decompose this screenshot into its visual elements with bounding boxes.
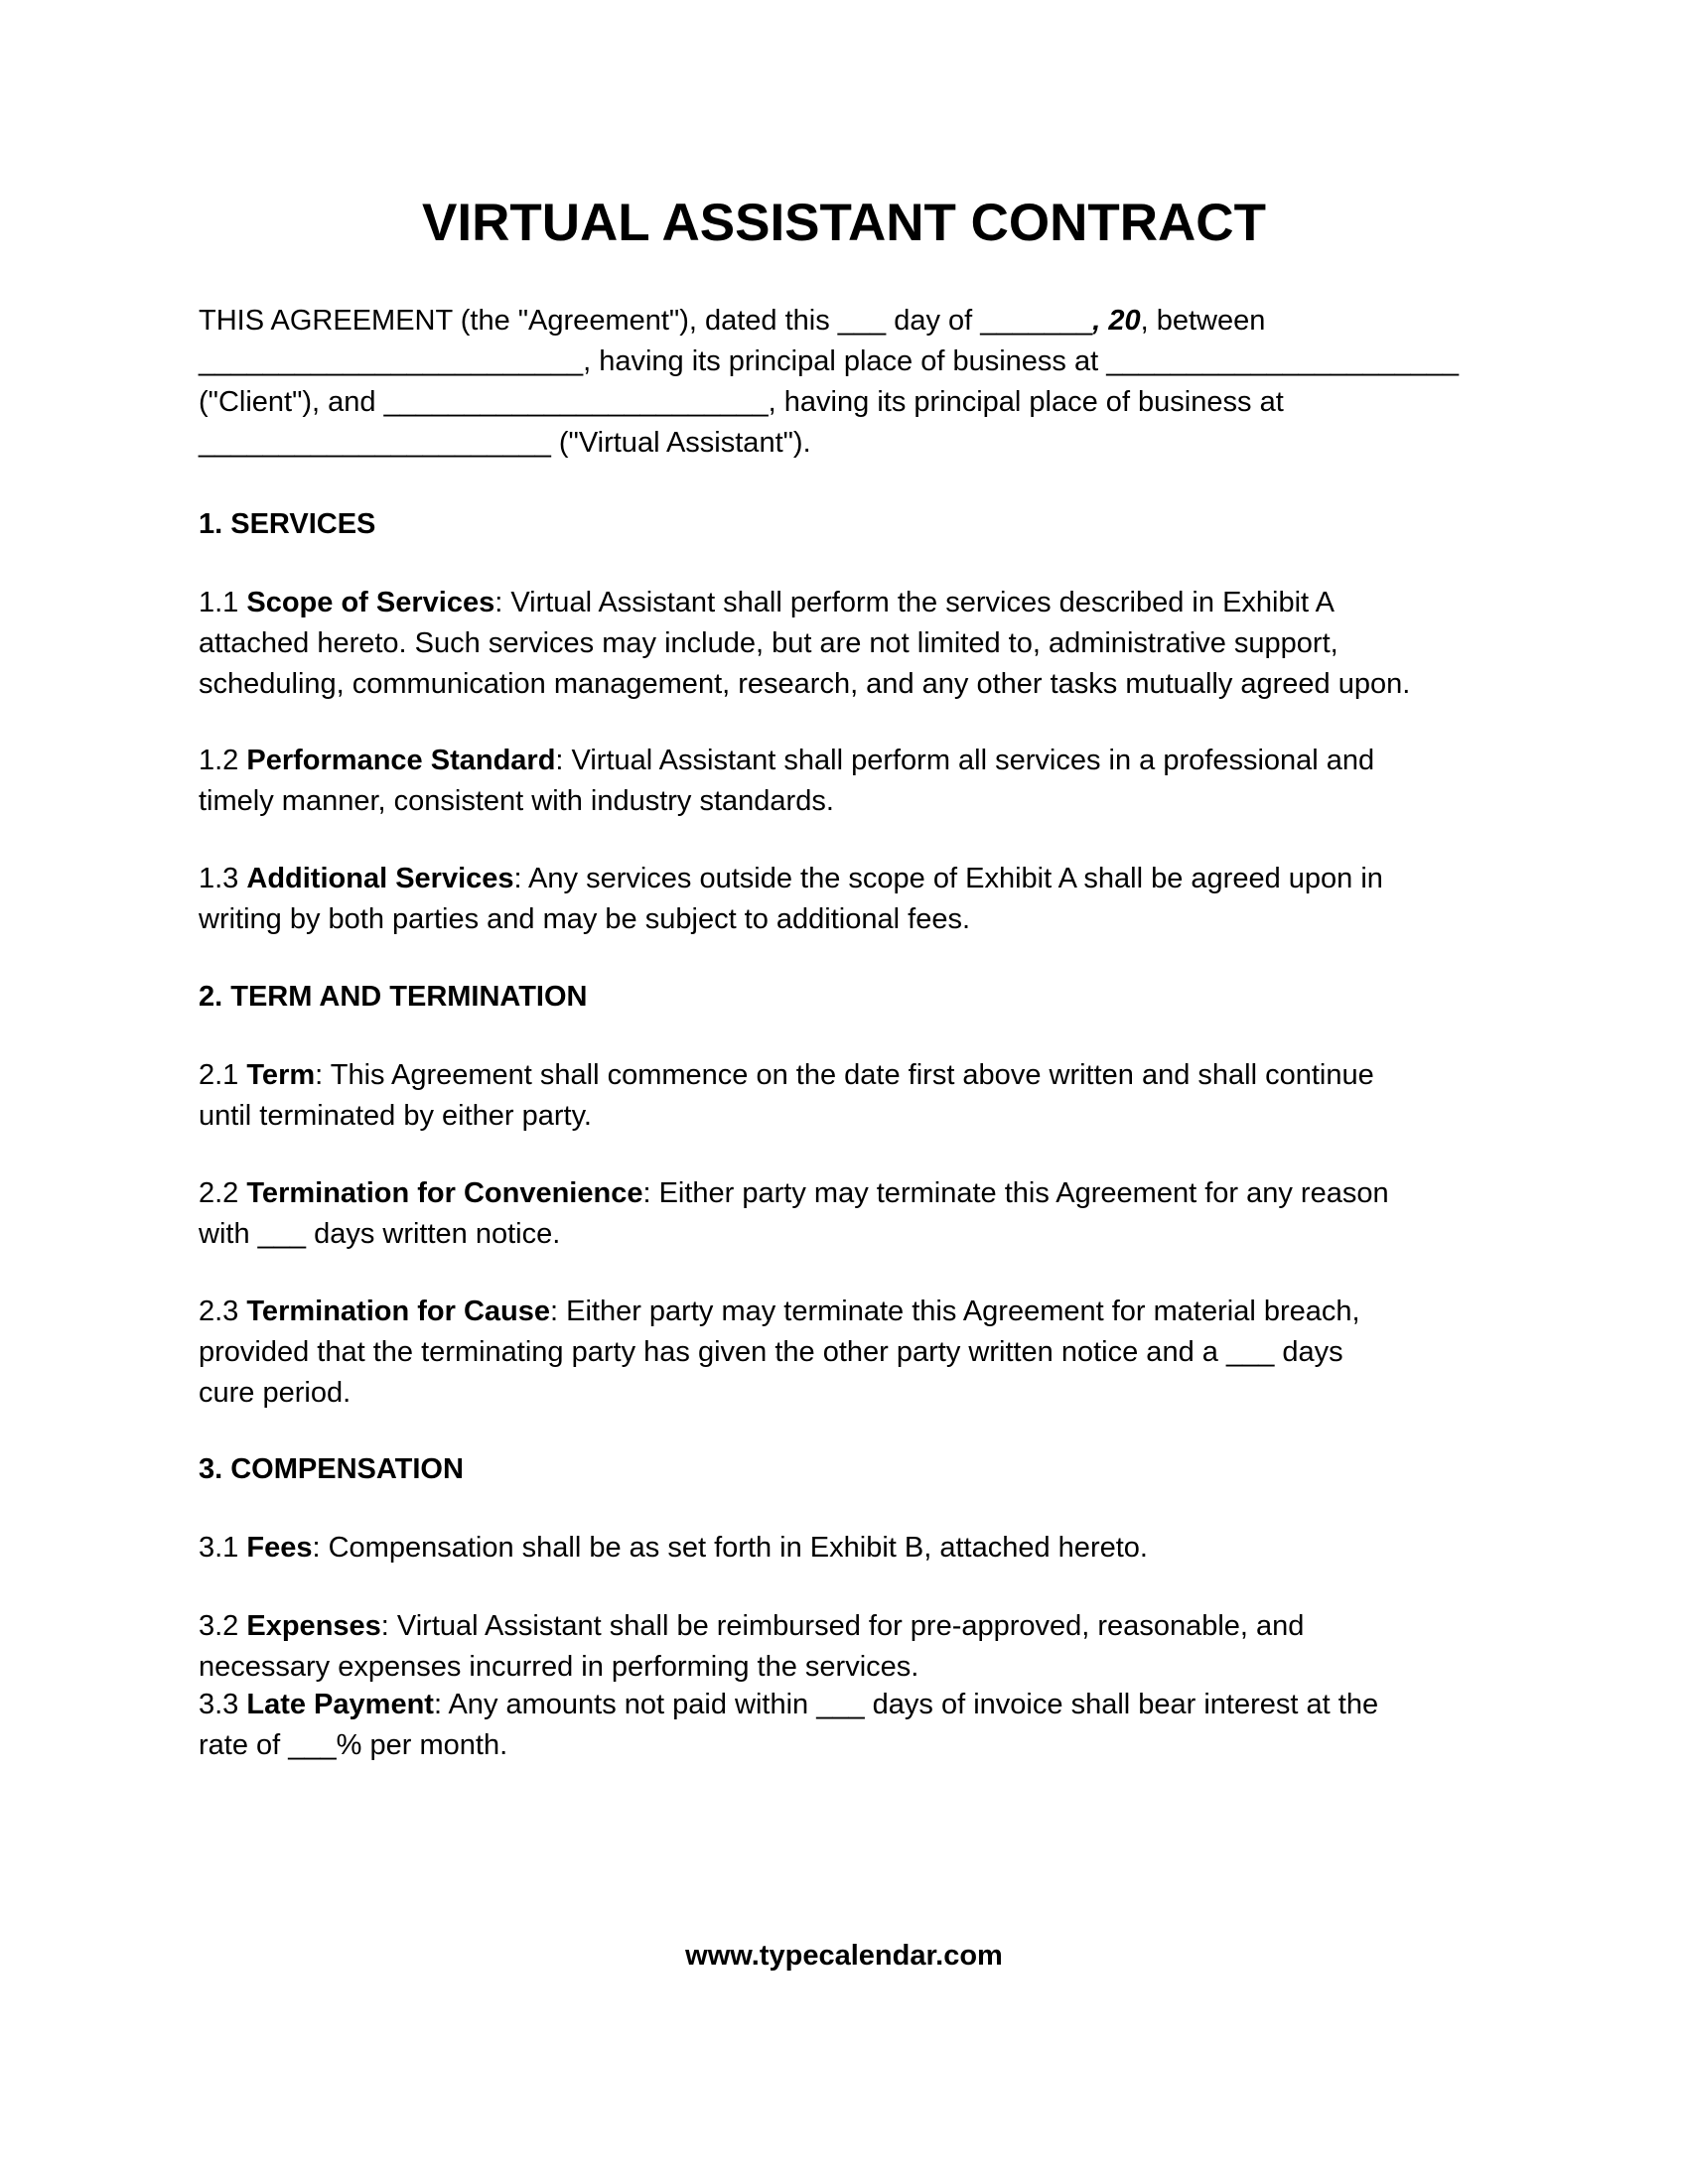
intro-line-2: ________________________, having its principal place of business at ______________________: [199, 345, 1460, 377]
clause-term: Performance Standard: [246, 745, 556, 776]
clause-1-2: 1.2 Performance Standard: Virtual Assistant shall perform all services in a professional and timely manner, consistent with industry standards.: [199, 745, 1375, 817]
intro-paragraph: [199, 301, 1489, 464]
clause-1-3: 1.3 Additional Services: Any services outside the scope of Exhibit A shall be agreed upon in writing by both parties and may be subject to additional fees.: [199, 863, 1383, 935]
document-title: VIRTUAL ASSISTANT CONTRACT: [422, 194, 1266, 252]
clause-2-1: 2.1 Term: This Agreement shall commence on the date first above written and shall continue until terminated by either party.: [199, 1059, 1374, 1132]
clause-term: Termination for Convenience: [246, 1177, 643, 1209]
clause-3-2: 3.2 Expenses: Virtual Assistant shall be reimbursed for pre-approved, reasonable, and necessary expenses incurred in performing the services.: [199, 1610, 1305, 1683]
section-heading-compensation: 3. COMPENSATION: [199, 1453, 464, 1485]
section-heading-term-termination: 2. TERM AND TERMINATION: [199, 981, 588, 1013]
intro-line-1: THIS AGREEMENT (the "Agreement"), dated this ___ day of _______, 20, between: [199, 305, 1266, 337]
intro-line-3: ("Client"), and ________________________, having its principal place of business at: [199, 386, 1284, 418]
clause-term: Expenses: [246, 1610, 381, 1642]
section-heading-services: 1. SERVICES: [199, 508, 376, 540]
clause-term: Fees: [246, 1532, 313, 1564]
footer-website-link[interactable]: www.typecalendar.com: [685, 1940, 1003, 1972]
clause-3-1: 3.1 Fees: Compensation shall be as set forth in Exhibit B, attached hereto.: [199, 1532, 1148, 1564]
clause-3-3: 3.3 Late Payment: Any amounts not paid within ___ days of invoice shall bear interest at the rate of ___% per month.: [199, 1689, 1379, 1761]
clause-1-1: 1.1 Scope of Services: Virtual Assistant shall perform the services described in Exhibit A attached hereto. Such services may include, but are not limited to, administrative support, scheduling, communication management, research, and any other tasks mutually agreed upon.: [199, 587, 1411, 700]
clause-2-3: 2.3 Termination for Cause: Either party may terminate this Agreement for material breach, provided that the terminating party has given the other party written notice and a ___ days cure period.: [199, 1296, 1360, 1409]
clause-term: Additional Services: [246, 863, 514, 894]
clause-term: Late Payment: [246, 1689, 434, 1720]
clause-term: Termination for Cause: [246, 1296, 550, 1327]
clause-term: Term: [246, 1059, 316, 1091]
clause-2-2: 2.2 Termination for Convenience: Either party may terminate this Agreement for any reason with ___ days written notice.: [199, 1177, 1389, 1250]
intro-line-4: ______________________ ("Virtual Assistant").: [199, 427, 811, 459]
clause-term: Scope of Services: [246, 587, 495, 618]
